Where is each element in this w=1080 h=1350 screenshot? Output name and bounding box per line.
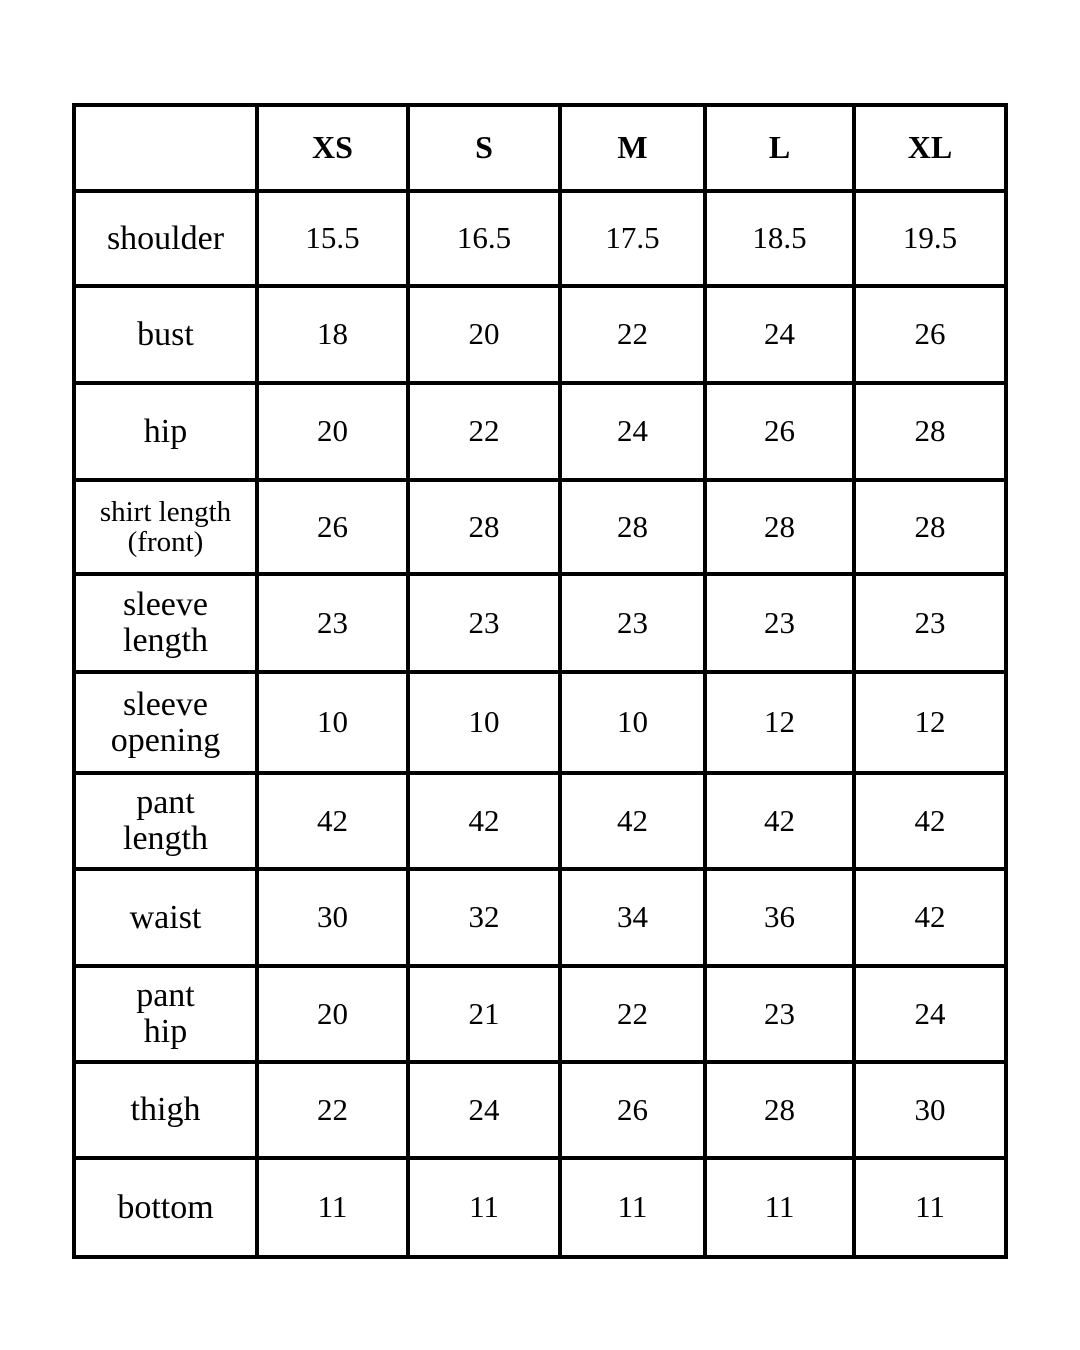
table-cell: 42: [854, 773, 1006, 869]
table-cell: 11: [854, 1158, 1006, 1257]
table-cell: 10: [257, 672, 408, 773]
row-label-sleeve-opening: sleeve opening: [74, 672, 257, 773]
table-cell: 23: [854, 574, 1006, 672]
header-empty-cell: [74, 105, 257, 191]
table-row-thigh: [74, 1062, 1006, 1158]
header-size-s: S: [408, 105, 560, 191]
table-cell: 23: [257, 574, 408, 672]
table-cell: 11: [705, 1158, 854, 1257]
table-row-sleeve-opening: [74, 672, 1006, 773]
table-cell: 11: [408, 1158, 560, 1257]
table-cell: 28: [560, 480, 705, 574]
header-size-xs: XS: [257, 105, 408, 191]
table-row-waist: [74, 869, 1006, 966]
table-cell: 34: [560, 869, 705, 966]
row-label-bottom: bottom: [74, 1158, 257, 1257]
table-cell: 22: [257, 1062, 408, 1158]
table-row-shirt-length: [74, 480, 1006, 574]
table-row-pant-hip: [74, 966, 1006, 1062]
table-cell: 26: [257, 480, 408, 574]
table-cell: 30: [257, 869, 408, 966]
table-cell: 26: [705, 383, 854, 480]
table-cell: 12: [705, 672, 854, 773]
table-cell: 23: [408, 574, 560, 672]
table-cell: 21: [408, 966, 560, 1062]
table-cell: 28: [854, 480, 1006, 574]
header-size-m: M: [560, 105, 705, 191]
table-cell: 10: [408, 672, 560, 773]
table-cell: 36: [705, 869, 854, 966]
table-cell: 24: [705, 286, 854, 383]
table-cell: 28: [705, 480, 854, 574]
table-row-pant-length: [74, 773, 1006, 869]
row-label-waist: waist: [74, 869, 257, 966]
table-cell: 10: [560, 672, 705, 773]
size-chart-table: [72, 103, 1008, 1259]
table-cell: 42: [854, 869, 1006, 966]
table-cell: 11: [560, 1158, 705, 1257]
row-label-hip: hip: [74, 383, 257, 480]
table-cell: 18: [257, 286, 408, 383]
row-label-pant-length: pant length: [74, 773, 257, 869]
table-cell: 15.5: [257, 191, 408, 286]
table-cell: 22: [560, 966, 705, 1062]
table-cell: 24: [560, 383, 705, 480]
row-label-pant-hip: pant hip: [74, 966, 257, 1062]
table-cell: 30: [854, 1062, 1006, 1158]
table-cell: 20: [408, 286, 560, 383]
table-cell: 23: [705, 574, 854, 672]
table-cell: 26: [560, 1062, 705, 1158]
header-row: [74, 105, 1006, 191]
table-cell: 23: [705, 966, 854, 1062]
row-label-shirt-length: shirt length (front): [74, 480, 257, 574]
table-cell: 42: [560, 773, 705, 869]
table-cell: 18.5: [705, 191, 854, 286]
row-label-sleeve-length: sleeve length: [74, 574, 257, 672]
table-cell: 11: [257, 1158, 408, 1257]
table-cell: 16.5: [408, 191, 560, 286]
table-cell: 28: [854, 383, 1006, 480]
header-size-xl: XL: [854, 105, 1006, 191]
table-cell: 22: [560, 286, 705, 383]
row-label-thigh: thigh: [74, 1062, 257, 1158]
table-row-bust: [74, 286, 1006, 383]
table-cell: 28: [705, 1062, 854, 1158]
table-row-sleeve-length: [74, 574, 1006, 672]
row-label-bust: bust: [74, 286, 257, 383]
table-cell: 32: [408, 869, 560, 966]
table-cell: 20: [257, 383, 408, 480]
table-cell: 24: [854, 966, 1006, 1062]
table-cell: 17.5: [560, 191, 705, 286]
table-cell: 12: [854, 672, 1006, 773]
table-cell: 23: [560, 574, 705, 672]
table-cell: 22: [408, 383, 560, 480]
table-cell: 24: [408, 1062, 560, 1158]
table-cell: 42: [257, 773, 408, 869]
table-cell: 28: [408, 480, 560, 574]
table-cell: 20: [257, 966, 408, 1062]
row-label-shoulder: shoulder: [74, 191, 257, 286]
header-size-l: L: [705, 105, 854, 191]
table-row-bottom: [74, 1158, 1006, 1257]
table-cell: 42: [408, 773, 560, 869]
table-row-hip: [74, 383, 1006, 480]
table-cell: 26: [854, 286, 1006, 383]
table-cell: 19.5: [854, 191, 1006, 286]
table-row-shoulder: [74, 191, 1006, 286]
table-cell: 42: [705, 773, 854, 869]
